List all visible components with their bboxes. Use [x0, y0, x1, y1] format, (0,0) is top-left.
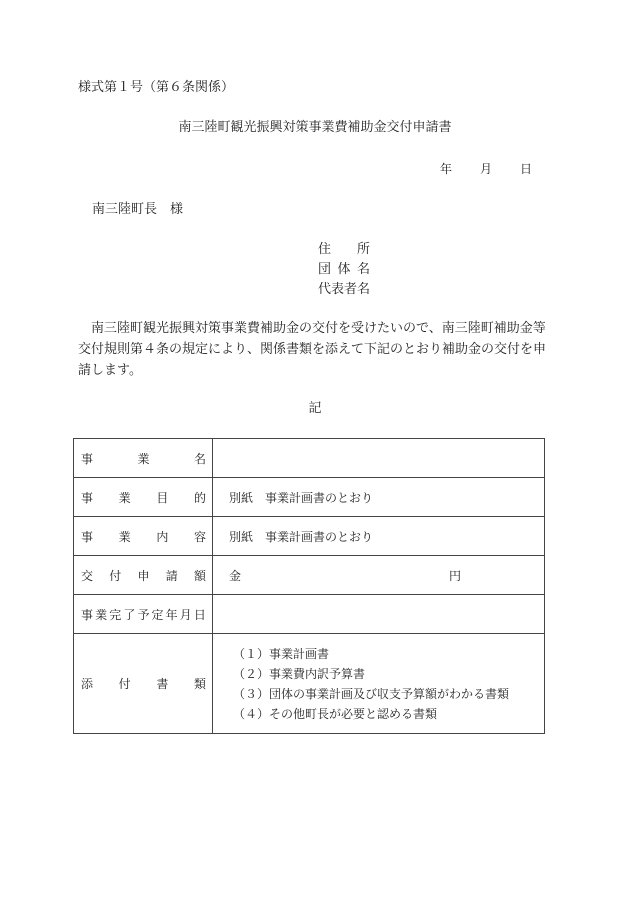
label-char: 付 [118, 677, 131, 691]
purpose-value[interactable]: 別紙 事業計画書のとおり [213, 478, 545, 517]
date-line [440, 162, 532, 177]
amount-unit: 円 [448, 568, 461, 583]
list-item: （３）団体の事業計画及び収支予算額がわかる書類 [233, 686, 510, 701]
label-char: 事 [81, 529, 94, 544]
project-name-label [74, 439, 213, 478]
table-row-completion-date [74, 595, 545, 634]
label-char: 目 [156, 490, 169, 505]
label-char: 業 [118, 529, 131, 544]
label-char: 事 [81, 490, 94, 505]
body-text-content: 南三陸町観光振興対策事業費補助金の交付を受けたいので、南三陸町補助金等交付規則第４条の規定により、関係書類を添えて下記のとおり補助金の交付を申請します。 [78, 321, 547, 378]
label-char: 額 [193, 568, 206, 583]
label-char: 体 [337, 262, 351, 277]
table-row-content [74, 517, 545, 556]
label-char: 添 [81, 677, 94, 691]
label-char: 業 [95, 607, 108, 622]
table-row-purpose [74, 478, 545, 517]
applicant-address-label [318, 242, 370, 258]
label-char: 容 [193, 529, 206, 544]
label-char: 団 [318, 262, 332, 277]
purpose-label [74, 478, 213, 517]
table-row-project-name [74, 439, 545, 478]
completion-date-label [74, 595, 213, 634]
date-day: 日 [520, 162, 533, 176]
label-char: 内 [156, 529, 169, 544]
label-char: 名 [356, 262, 370, 277]
label-char: 予 [137, 607, 150, 622]
date-year: 年 [440, 162, 453, 176]
label-char: 了 [123, 607, 136, 622]
label-char: 業 [137, 451, 150, 466]
label-char: 交 [81, 568, 94, 583]
form-number: 様式第１号（第６条関係） [78, 80, 235, 95]
table-row-amount [74, 556, 545, 595]
ki-heading: 記 [308, 401, 322, 416]
document-title: 南三陸町観光振興対策事業費補助金交付申請書 [178, 120, 452, 135]
applicant-representative-label: 代表者名 [318, 282, 371, 297]
content-label [74, 517, 213, 556]
attachments-list [213, 634, 545, 734]
list-item: （４）その他町長が必要と認める書類 [233, 706, 438, 721]
amount-value[interactable] [213, 556, 545, 595]
table-row-attachments [74, 634, 545, 734]
amount-prefix: 金 [229, 568, 242, 583]
label-char: 事 [81, 451, 94, 466]
completion-date-value[interactable] [213, 595, 545, 634]
label-char: 事 [81, 607, 94, 622]
label-char: 付 [109, 568, 122, 583]
amount-label [74, 556, 213, 595]
label-char: 所 [356, 242, 370, 257]
applicant-org-label [318, 262, 370, 278]
label-char: 名 [193, 451, 206, 466]
list-item: （１）事業計画書 [233, 646, 330, 661]
label-char: 的 [193, 490, 206, 505]
label-char: 請 [165, 568, 178, 583]
label-char: 業 [118, 490, 131, 505]
label-char: 住 [318, 242, 332, 257]
label-char: 書 [156, 677, 169, 691]
list-item: （２）事業費内訳予算書 [233, 666, 366, 681]
content-value[interactable]: 別紙 事業計画書のとおり [213, 517, 545, 556]
attachments-label [74, 634, 213, 734]
label-char: 年 [165, 607, 178, 622]
label-char: 日 [193, 607, 206, 622]
project-name-value[interactable] [213, 439, 545, 478]
label-char: 類 [193, 677, 206, 691]
label-char: 申 [137, 568, 150, 583]
date-month: 月 [480, 162, 493, 176]
label-char: 月 [179, 607, 192, 622]
body-text [78, 318, 558, 381]
label-char: 定 [151, 607, 164, 622]
application-table [73, 438, 545, 734]
addressee: 南三陸町長 様 [92, 202, 184, 217]
label-char: 完 [109, 607, 122, 622]
